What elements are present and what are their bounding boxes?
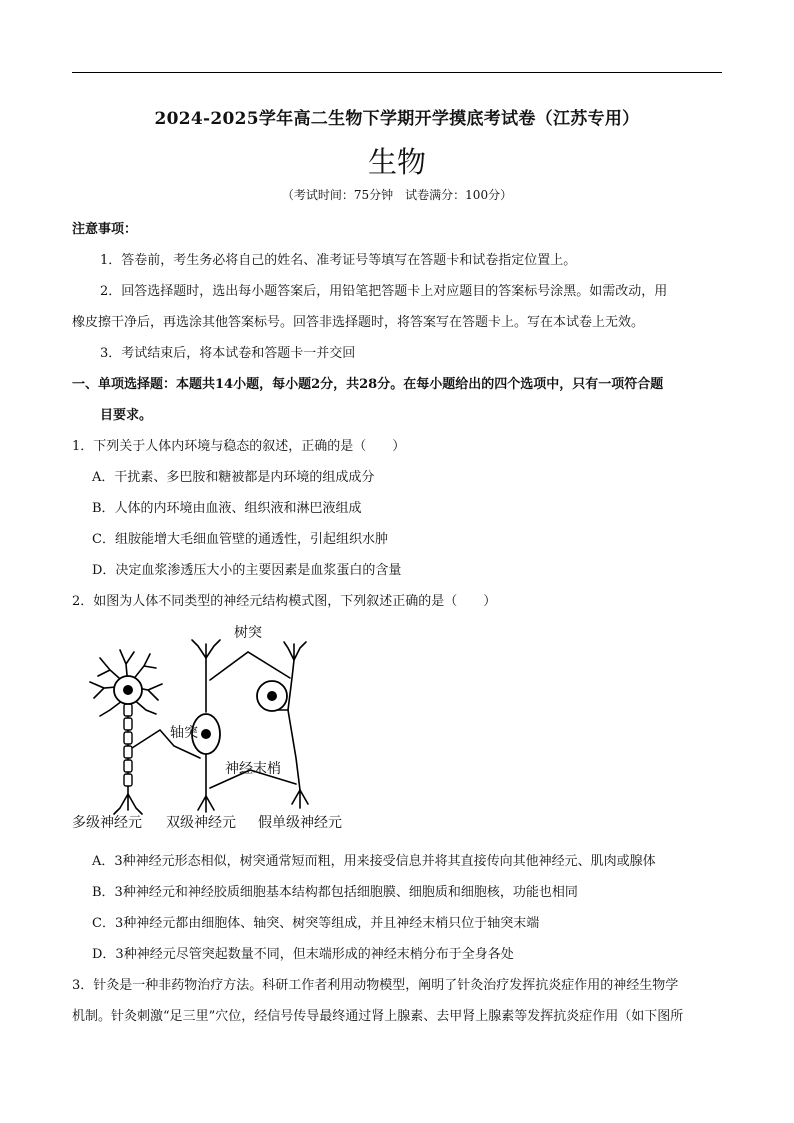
- question-2-option-b: B．3种神经元和神经胶质细胞基本结构都包括细胞膜、细胞质和细胞核，功能也相同: [92, 885, 578, 900]
- neuron-diagram: [70, 618, 370, 833]
- exam-info: （考试时间：75分钟 试卷满分：100分）: [281, 188, 513, 202]
- question-3-stem-cont: 机制。针灸刺激“足三里”穴位，经信号传导最终通过肾上腺素、去甲肾上腺素等发挥抗炎症作用（如下图所: [72, 1009, 684, 1024]
- question-2-option-c: C．3种神经元都由细胞体、轴突、树突等组成，并且神经末梢只位于轴突末端: [92, 916, 540, 931]
- question-1-option-b: B．人体的内环境由血液、组织液和淋巴液组成: [92, 501, 362, 516]
- question-2-option-a: A．3种神经元形态相似，树突通常短而粗，用来接受信息并将其直接传向其他神经元、肌肉或腺体: [92, 854, 656, 869]
- note-item-2: 2．回答选择题时，选出每小题答案后，用铅笔把答题卡上对应题目的答案标号涂黑。如需改动，用: [100, 284, 668, 299]
- note-item-1: 1．答卷前，考生务必将自己的姓名、准考证号等填写在答题卡和试卷指定位置上。: [100, 253, 577, 268]
- question-1-option-a: A．干扰素、多巴胺和糖被都是内环境的组成成分: [92, 470, 375, 485]
- question-1-stem: 1．下列关于人体内环境与稳态的叙述，正确的是（ ）: [72, 439, 406, 454]
- subject-title: 生物: [367, 145, 426, 179]
- question-1-option-d: D．决定血浆渗透压大小的主要因素是血浆蛋白的含量: [92, 563, 402, 578]
- label-axon: 轴突: [170, 725, 198, 741]
- label-dendrite: 树突: [234, 625, 262, 641]
- section-heading: 一、单项选择题：本题共14小题，每小题2分，共28分。在每小题给出的四个选项中，只有一项符合题: [72, 377, 664, 392]
- note-item-3: 3．考试结束后，将本试卷和答题卡一并交回: [100, 346, 356, 361]
- label-multipolar: 多级神经元: [72, 815, 142, 831]
- question-2-option-d: D．3种神经元尽管突起数量不同，但末端形成的神经末梢分布于全身各处: [92, 947, 514, 962]
- neuron-figure: [70, 618, 370, 833]
- notes-heading: 注意事项：: [72, 222, 138, 237]
- label-bipolar: 双级神经元: [166, 815, 236, 831]
- label-pseudounipolar: 假单级神经元: [258, 815, 342, 831]
- section-heading-cont: 目要求。: [100, 408, 153, 423]
- question-3-stem: 3．针灸是一种非药物治疗方法。科研工作者利用动物模型，阐明了针灸治疗发挥抗炎症作用的神经生物学: [72, 978, 679, 993]
- note-item-2-cont: 橡皮擦干净后，再选涂其他答案标号。回答非选择题时，将答案写在答题卡上。写在本试卷上无效。: [72, 315, 645, 330]
- question-2-stem: 2．如图为人体不同类型的神经元结构模式图，下列叙述正确的是（ ）: [72, 594, 497, 609]
- label-nerve-ending: 神经末梢: [225, 761, 281, 777]
- question-1-option-c: C．组胺能增大毛细血管壁的通透性，引起组织水肿: [92, 532, 388, 547]
- top-rule: [72, 72, 722, 73]
- exam-title: 2024-2025学年高二生物下学期开学摸底考试卷（江苏专用）: [154, 109, 640, 129]
